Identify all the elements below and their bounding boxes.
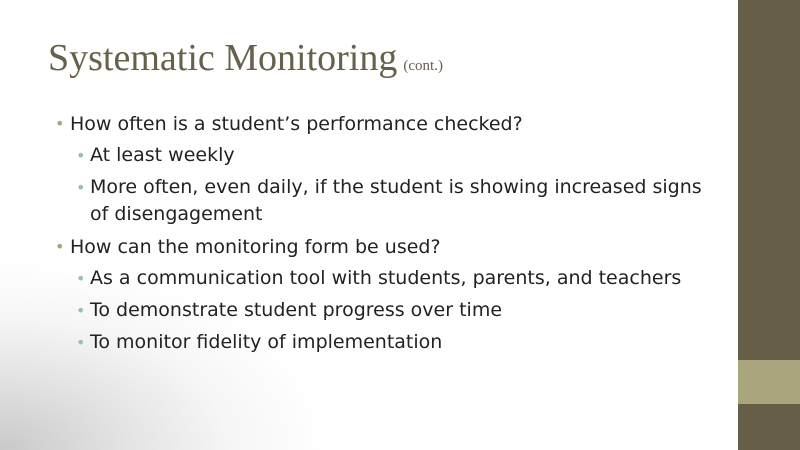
bullet-level2 bbox=[0, 174, 738, 228]
bullet-text: As a communication tool with students, parents, and teachers bbox=[90, 267, 682, 289]
bullet-list bbox=[0, 110, 738, 361]
bullet-text: To monitor fidelity of implementation bbox=[90, 331, 443, 353]
decorative-sidebar-accent bbox=[738, 360, 800, 404]
title-text: Systematic Monitoring bbox=[48, 37, 398, 79]
bullet-level2 bbox=[0, 297, 738, 324]
bullet-level1 bbox=[0, 110, 738, 142]
bullet-dot: • bbox=[76, 178, 86, 197]
bullet-level2 bbox=[0, 329, 738, 356]
bullet-dot: • bbox=[76, 333, 86, 352]
bullet-text: How can the monitoring form be used? bbox=[70, 236, 441, 258]
title-suffix: (cont.) bbox=[403, 58, 443, 74]
bullet-dot: • bbox=[55, 237, 65, 256]
bullet-text: How often is a student’s performance checked? bbox=[70, 113, 523, 135]
bullet-level1 bbox=[0, 233, 738, 265]
bullet-level2 bbox=[0, 142, 738, 169]
bullet-level2 bbox=[0, 265, 738, 292]
bullet-text: At least weekly bbox=[90, 144, 235, 166]
bullet-dot: • bbox=[76, 146, 86, 165]
slide-title bbox=[48, 36, 443, 80]
bullet-text: More often, even daily, if the student is showing increased signs of disengagement bbox=[90, 176, 702, 225]
bullet-text: To demonstrate student progress over time bbox=[90, 299, 503, 321]
bullet-dot: • bbox=[76, 301, 86, 320]
bullet-dot: • bbox=[55, 114, 65, 133]
bullet-dot: • bbox=[76, 269, 86, 288]
